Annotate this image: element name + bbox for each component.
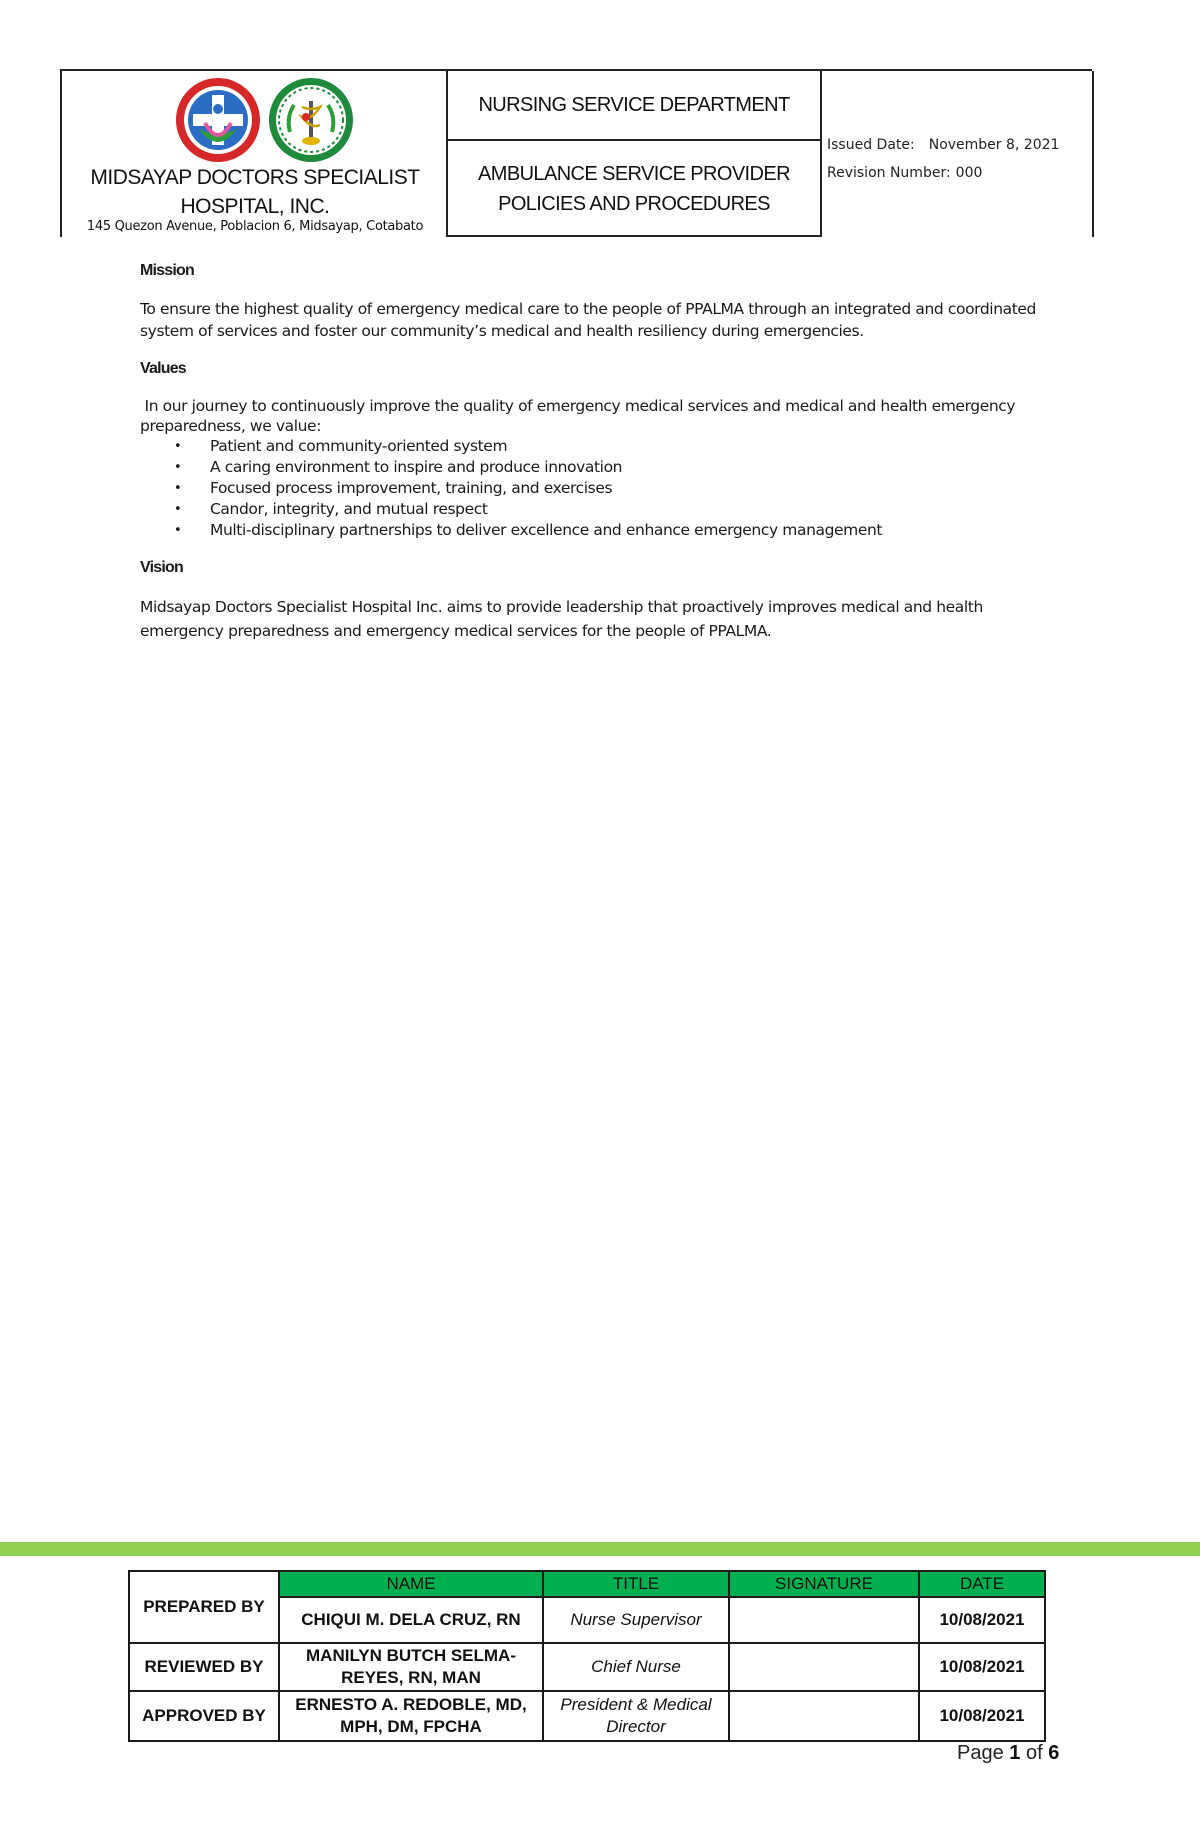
footer-green-bar (0, 1542, 1200, 1556)
revision-value: 000 (955, 165, 983, 181)
value-item-text: Focused process improvement, training, and exercises (210, 479, 613, 497)
bullet-icon: • (174, 481, 182, 496)
page-number (957, 1742, 1059, 1765)
document-title (448, 159, 820, 219)
approved-by-name: ERNESTO A. REDOBLE, MD, MPH, DM, FPCHA (279, 1691, 543, 1741)
value-item-text: A caring environment to inspire and produce innovation (210, 458, 623, 476)
current-page: 1 (1009, 1742, 1021, 1764)
logos (175, 77, 355, 165)
issued-date-label: Issued Date: (827, 137, 915, 153)
list-item (140, 520, 1040, 541)
approved-by-date: 10/08/2021 (919, 1691, 1045, 1741)
column-header-date: DATE (919, 1571, 1045, 1597)
issued-date-value: November 8, 2021 (928, 137, 1060, 153)
bullet-icon: • (174, 460, 182, 475)
department-name: NURSING SERVICE DEPARTMENT (448, 71, 820, 141)
column-header-title: TITLE (543, 1571, 729, 1597)
reviewed-by-label: REVIEWED BY (129, 1643, 279, 1691)
department-cell (446, 71, 822, 237)
hospital-seal-icon (175, 77, 261, 163)
reviewed-by-name: MANILYN BUTCH SELMA-REYES, RN, MAN (279, 1643, 543, 1691)
mission-heading: Mission (140, 262, 194, 279)
revision-label: Revision Number: (827, 165, 951, 181)
issued-date-row (827, 131, 1059, 159)
signoff-table (128, 1570, 1046, 1742)
prepared-by-title: Nurse Supervisor (543, 1597, 729, 1643)
green-caduceus-seal-icon (268, 77, 354, 163)
hospital-identity-cell (60, 71, 448, 237)
vision-text: Midsayap Doctors Specialist Hospital Inc. aims to provide leadership that proactively improves medical and health emergency preparedness and emergency medical services for the people of PPALMA. (140, 598, 983, 640)
document-title-line2: POLICIES AND PROCEDURES (498, 193, 770, 215)
document-header (60, 69, 1092, 237)
reviewed-by-title: Chief Nurse (543, 1643, 729, 1691)
mission-text: To ensure the highest quality of emergency medical care to the people of PPALMA through an integrated and coordinated system of services and foster our community’s medical and health resiliency during emergencies. (140, 300, 1036, 340)
hospital-address: 145 Quezon Avenue, Poblacion 6, Midsayap, Cotabato (86, 219, 424, 234)
hospital-name (62, 163, 448, 221)
hospital-name-line1: MIDSAYAP DOCTORS SPECIALIST (90, 166, 420, 189)
prepared-by-label: PREPARED BY (129, 1571, 279, 1643)
bullet-icon: • (174, 439, 182, 454)
table-row (129, 1643, 1045, 1691)
approved-by-title: President & Medical Director (543, 1691, 729, 1741)
revision-row (827, 159, 1059, 187)
values-heading: Values (140, 360, 186, 377)
value-item-text: Patient and community-oriented system (210, 437, 508, 455)
list-item (140, 499, 1040, 520)
reviewed-by-date: 10/08/2021 (919, 1643, 1045, 1691)
vision-heading: Vision (140, 559, 183, 576)
column-header-signature: SIGNATURE (729, 1571, 919, 1597)
column-header-name: NAME (279, 1571, 543, 1597)
page-word: Page (957, 1742, 1004, 1764)
list-item (140, 457, 1040, 478)
list-item (140, 436, 1040, 457)
total-pages: 6 (1048, 1742, 1060, 1764)
prepared-by-signature (729, 1597, 919, 1643)
table-header-row (129, 1571, 1045, 1597)
bullet-icon: • (174, 502, 182, 517)
document-title-line1: AMBULANCE SERVICE PROVIDER (478, 163, 790, 185)
of-word: of (1025, 1742, 1043, 1764)
bullet-icon: • (174, 523, 182, 538)
reviewed-by-signature (729, 1643, 919, 1691)
approved-by-label: APPROVED BY (129, 1691, 279, 1741)
values-intro: In our journey to continuously improve the quality of emergency medical services and medical and health emergency preparedness, we value: (140, 397, 1020, 435)
value-item-text: Multi-disciplinary partnerships to deliver excellence and enhance emergency management (210, 521, 883, 539)
approved-by-signature (729, 1691, 919, 1741)
document-meta (827, 131, 1059, 187)
prepared-by-name: CHIQUI M. DELA CRUZ, RN (279, 1597, 543, 1643)
prepared-by-date: 10/08/2021 (919, 1597, 1045, 1643)
value-item-text: Candor, integrity, and mutual respect (210, 500, 488, 518)
table-row (129, 1691, 1045, 1741)
hospital-name-line2: HOSPITAL, INC. (180, 195, 330, 218)
values-list (140, 436, 1040, 541)
list-item (140, 478, 1040, 499)
document-body (140, 260, 1040, 643)
